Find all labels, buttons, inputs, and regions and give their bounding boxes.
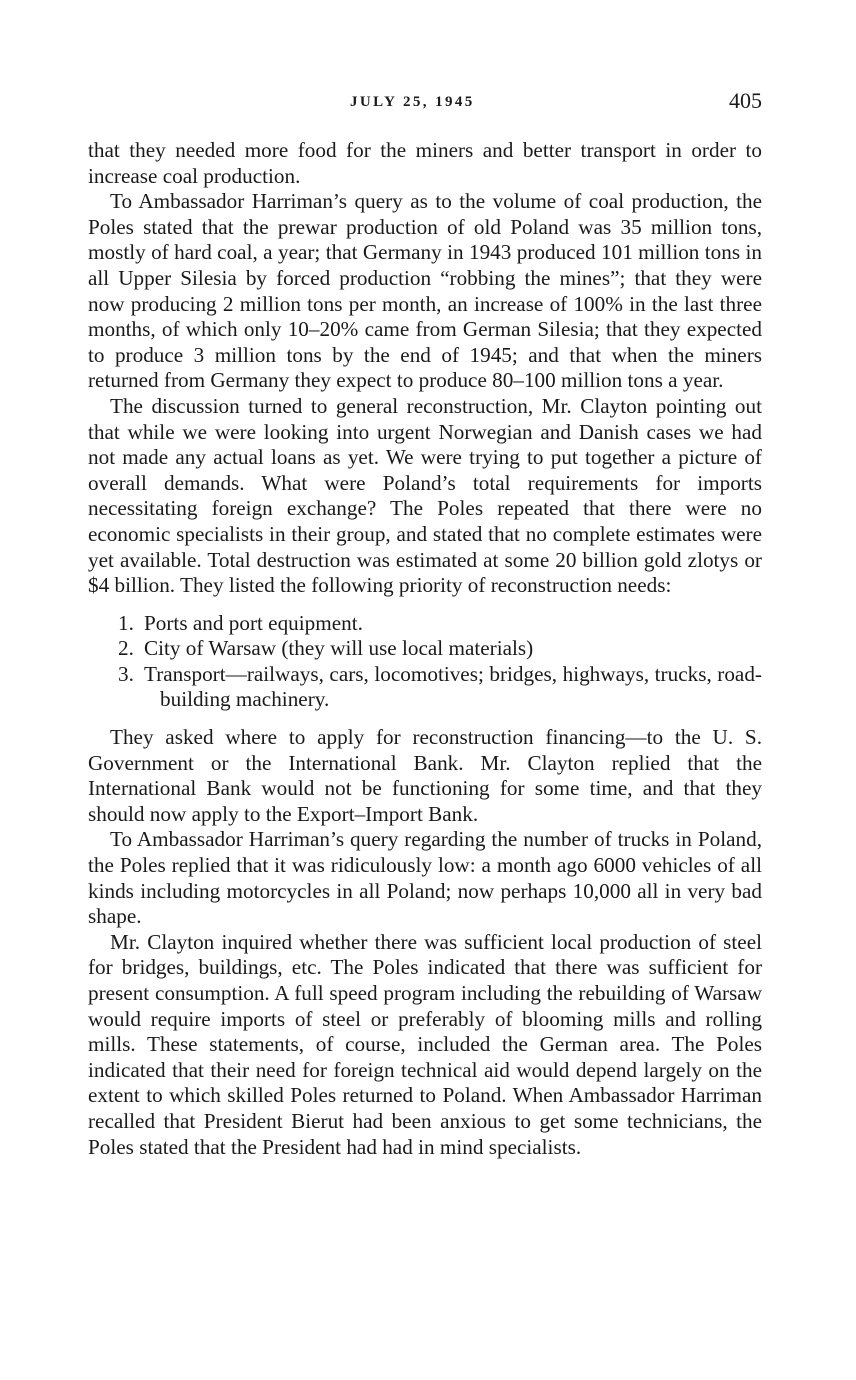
list-item	[88, 662, 762, 713]
list-item-number: 3.	[118, 661, 134, 686]
paragraph-coal-production: To Ambassador Harriman’s query as to the volume of coal production, the Poles stated that the prewar production of old Poland was 35 million tons, mostly of hard coal, a year; that Germany in 1943 produced 101 million tons in all Upper Silesia by forced production “robbing the mines”; that they were now producing 2 million tons per month, an increase of 100% in the last three months, of which only 10–20% came from German Silesia; that they expected to produce 3 million tons by the end of 1945; and that when the miners returned from Germany they expect to produce 80–100 million tons a year.	[88, 189, 762, 393]
document-body	[88, 138, 762, 1160]
paragraph-trucks: To Ambassador Harriman’s query regarding the number of trucks in Poland, the Poles replied that it was ridiculously low: a month ago 6000 vehicles of all kinds including motorcycles in all Poland; now perhaps 10,000 all in very bad shape.	[88, 827, 762, 929]
running-head-date: JULY 25, 1945	[350, 94, 475, 110]
list-item	[88, 611, 762, 637]
paragraph-reconstruction: The discussion turned to general reconstruction, Mr. Clayton pointing out that while we were looking into urgent Norwegian and Danish cases we had not made any actual loans as yet. We were trying to put together a picture of overall demands. What were Poland’s total requirements for imports necessitating foreign exchange? The Poles repeated that there were no economic specialists in their group, and stated that no complete estimates were yet available. Total destruction was estimated at some 20 billion gold zlotys or $4 billion. They listed the following priority of reconstruction needs:	[88, 393, 762, 598]
page-number: 405	[729, 88, 762, 113]
list-item-text: Transport—railways, cars, locomotives; bridges, highways, trucks, road-building machinery.	[144, 661, 762, 712]
list-item	[88, 636, 762, 662]
page-header	[88, 88, 762, 118]
list-item-number: 1.	[118, 610, 134, 635]
list-item-number: 2.	[118, 636, 134, 661]
paragraph-steel: Mr. Clayton inquired whether there was sufficient local production of steel for bridges, buildings, etc. The Poles indicated that there was sufficient for present consumption. A full speed program including the rebuilding of Warsaw would require imports of steel or preferably of blooming mills and rolling mills. These statements, of course, included the German area. The Poles indicated that their need for foreign technical aid would depend largely on the extent to which skilled Poles returned to Poland. When Ambassador Harriman recalled that President Bierut had been anxious to get some technicians, the Poles stated that the President had had in mind specialists.	[88, 929, 762, 1159]
list-item-text: Ports and port equipment.	[144, 610, 363, 635]
paragraph-continuation: that they needed more food for the miners and better transport in order to increase coal production.	[88, 138, 762, 188]
paragraph-financing: They asked where to apply for reconstruction financing—to the U. S. Government or the International Bank. Mr. Clayton replied that the International Bank would not be functioning for some time, and that they should now apply to the Export–Import Bank.	[88, 725, 762, 826]
priority-list	[88, 611, 762, 713]
list-item-text: City of Warsaw (they will use local materials)	[144, 636, 534, 661]
